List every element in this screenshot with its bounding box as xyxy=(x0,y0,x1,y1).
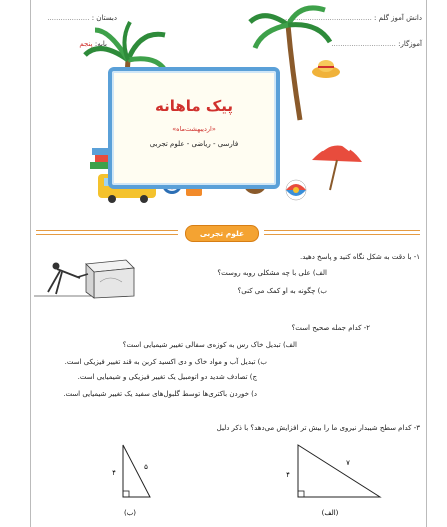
question-2-a: الف) تبدیل خاک رس به کوزه‌ی سفالی تغییر شیمیایی است؟ xyxy=(122,341,297,349)
question-1: ۱- با دقت به شکل نگاه کنید و پاسخ دهید. xyxy=(300,253,420,261)
teacher-name-line: آموزگار: ............................. xyxy=(331,40,422,48)
small-triangle-height-label: ۴ xyxy=(112,469,116,477)
question-3: ۳- کدام سطح شیبدار نیروی ما را بیش تر افزایش می‌دهد؟ با ذکر دلیل xyxy=(216,424,420,432)
man-icon xyxy=(34,263,92,297)
section-rule-right xyxy=(264,230,420,235)
small-triangle-figure xyxy=(112,445,150,517)
section-title: علوم تجربی xyxy=(185,225,259,242)
man-pushing-box-figure xyxy=(30,252,140,302)
question-2-d: د) خوردن باکتری‌ها توسط گلبول‌های سفید یک تغییر شیمیایی است. xyxy=(63,390,257,398)
section-rule-left xyxy=(36,230,178,235)
question-1-b: ب) چگونه به او کمک می کنی؟ xyxy=(237,287,327,295)
banner-frame xyxy=(108,67,280,189)
beach-umbrella-icon xyxy=(312,140,362,190)
school-name-line: دبستان : ................... xyxy=(47,14,117,22)
banner-subtitle: «اردیبهشت‌ماه» xyxy=(172,125,216,133)
question-2-c: ج) تصادف شدید دو اتومبیل یک تغییر فیزیکی و شیمیایی است. xyxy=(77,373,257,381)
small-triangle-hyp-label: ۵ xyxy=(144,463,148,471)
grade-label: پایه: xyxy=(94,40,107,48)
beach-ball-icon xyxy=(286,180,306,200)
small-triangle-label: (ب) xyxy=(123,509,137,517)
big-triangle-height-label: ۴ xyxy=(286,471,290,479)
grade-value: پنجم xyxy=(79,40,93,48)
big-triangle-figure xyxy=(286,445,380,517)
big-triangle-hyp-label: ۷ xyxy=(346,459,350,467)
question-2: ۲- کدام جمله صحیح است؟ xyxy=(291,324,370,332)
inclined-planes-figure xyxy=(30,435,426,527)
banner-title: پیک ماهانه xyxy=(154,97,234,115)
question-2-b: ب) تبدیل آب و مواد خاک و دی اکسید کربن به قند تغییر فیزیکی است. xyxy=(64,358,267,366)
banner-subjects: فارسی - ریاضی - علوم تجربی xyxy=(149,140,239,148)
sun-hat-icon xyxy=(312,60,340,78)
student-name-line: دانش آموز گلم : ......................................... xyxy=(280,14,422,22)
school-label: دبستان : xyxy=(91,14,117,22)
box-icon xyxy=(86,260,134,298)
question-1-a: الف) علی با چه مشکلی روبه روست؟ xyxy=(217,269,327,277)
teacher-label: آموزگار: xyxy=(398,40,422,48)
big-triangle-label: (الف) xyxy=(321,509,339,517)
student-label: دانش آموز گلم : xyxy=(374,14,422,22)
